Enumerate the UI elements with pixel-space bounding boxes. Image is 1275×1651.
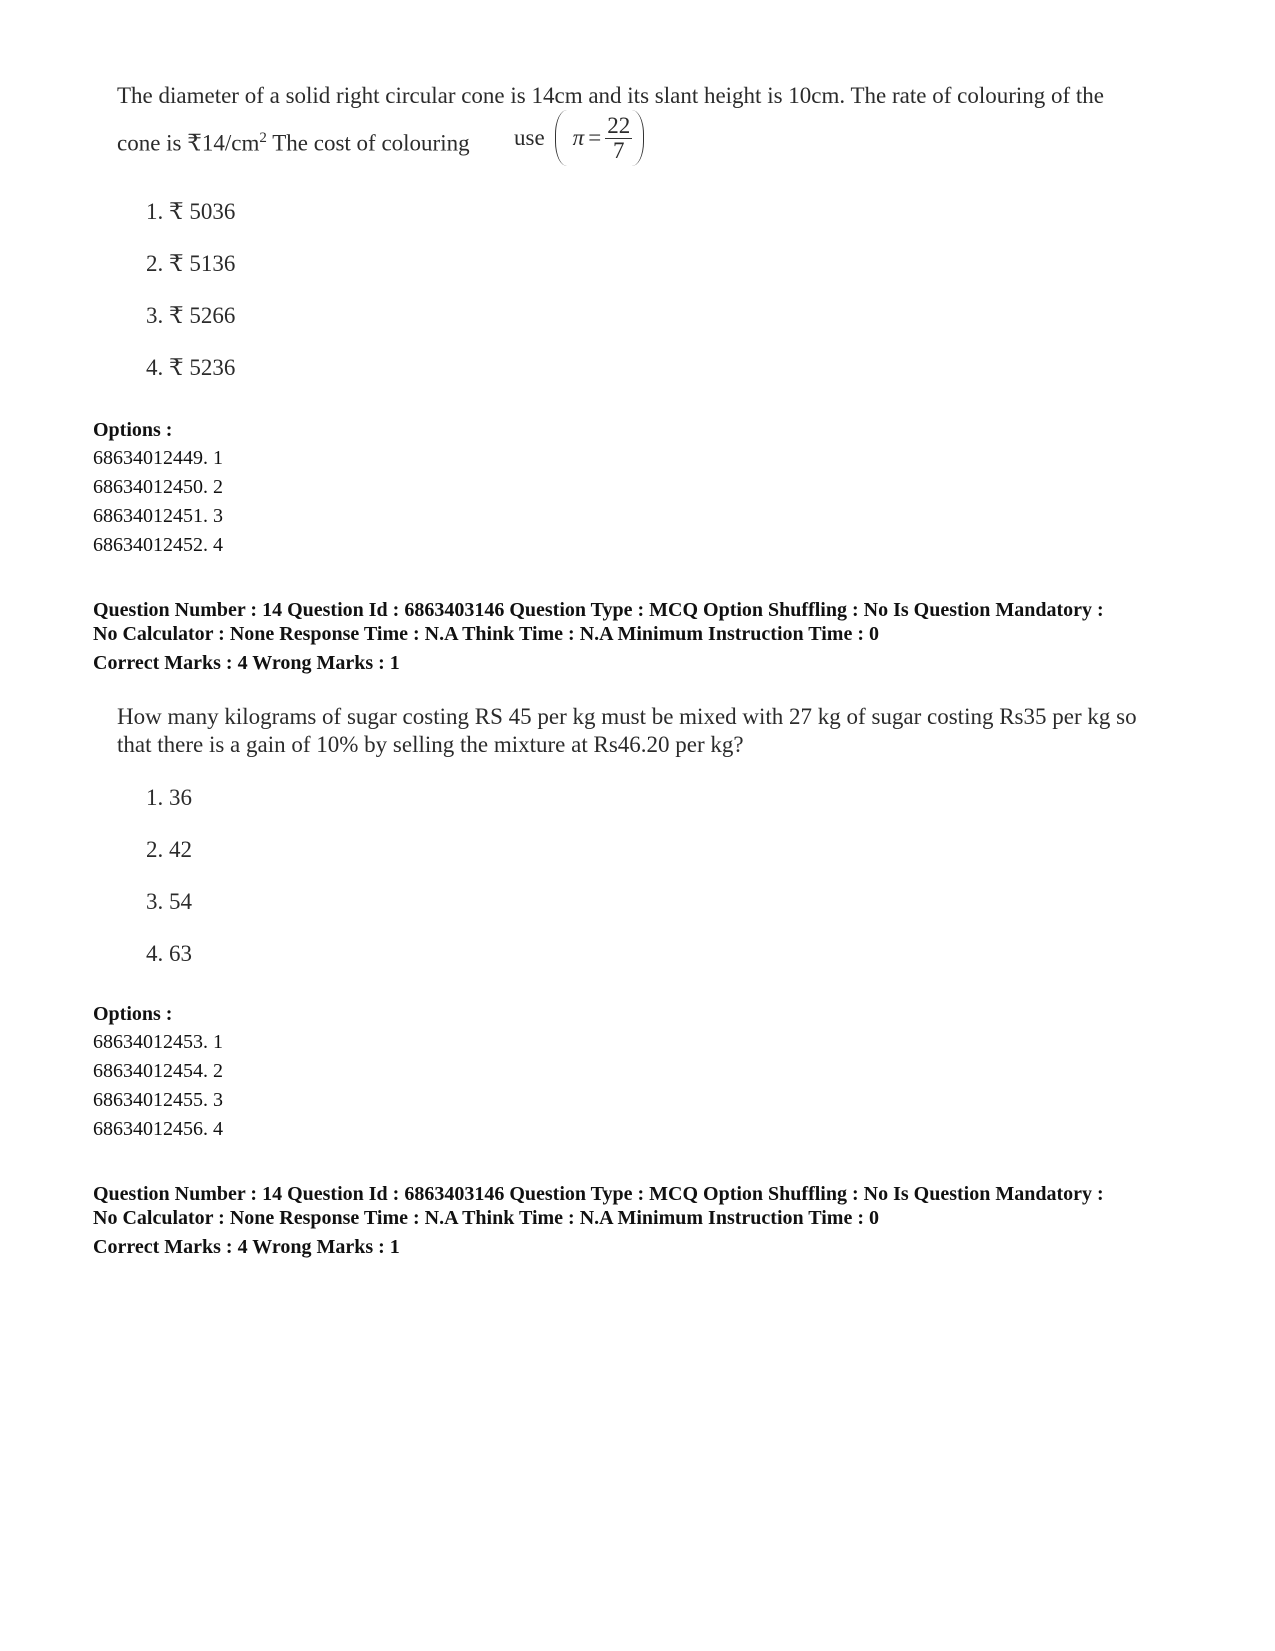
fraction-numerator: 22 — [607, 112, 631, 138]
fraction-denominator: 7 — [612, 137, 625, 163]
meta-1-line-3: Correct Marks : 4 Wrong Marks : 1 — [93, 652, 400, 674]
question-1-text-line-1: The diameter of a solid right circular cone is 14cm and its slant height is 10cm. The rate of colouring of the — [117, 83, 1105, 108]
meta-2-line-3: Correct Marks : 4 Wrong Marks : 1 — [93, 1236, 400, 1258]
meta-1-line-1: Question Number : 14 Question Id : 6863403146 Question Type : MCQ Option Shuffling : No Is Question Mandatory : — [93, 599, 1104, 621]
question-2-answer-2: 2. 42 — [146, 837, 192, 862]
question-1-cost-text: The cost of colouring — [266, 130, 470, 156]
question-2-answer-4: 4. 63 — [146, 941, 192, 966]
question-2-option-code-3: 68634012455. 3 — [93, 1089, 223, 1111]
meta-1-line-2: No Calculator : None Response Time : N.A Think Time : N.A Minimum Instruction Time : 0 — [93, 623, 879, 645]
question-2-option-code-4: 68634012456. 4 — [93, 1118, 223, 1140]
question-1-text-line-2 — [117, 124, 470, 158]
question-1-answer-2: 2. ₹ 5136 — [146, 251, 236, 276]
equals-sign: = — [588, 125, 602, 150]
right-paren — [632, 110, 644, 166]
question-1-option-code-4: 68634012452. 4 — [93, 534, 223, 556]
question-1-rate-text: cone is ₹14/cm — [117, 130, 260, 156]
pi-formula — [514, 110, 644, 166]
question-1-answer-3: 3. ₹ 5266 — [146, 303, 236, 328]
question-2-answer-1: 1. 36 — [146, 785, 192, 810]
meta-2-line-1: Question Number : 14 Question Id : 6863403146 Question Type : MCQ Option Shuffling : No Is Question Mandatory : — [93, 1183, 1104, 1205]
question-1-option-code-2: 68634012450. 2 — [93, 476, 223, 498]
question-1-answer-4: 4. ₹ 5236 — [146, 355, 236, 380]
question-1-option-code-3: 68634012451. 3 — [93, 505, 223, 527]
question-1-rate-superscript: 2 — [259, 130, 267, 146]
question-1-answer-1: 1. ₹ 5036 — [146, 199, 236, 224]
question-2-answer-3: 3. 54 — [146, 889, 192, 914]
question-1-option-code-1: 68634012449. 1 — [93, 447, 223, 469]
question-2-option-code-2: 68634012454. 2 — [93, 1060, 223, 1082]
use-word: use — [514, 125, 545, 150]
pi-fraction — [605, 114, 632, 163]
meta-2-line-2: No Calculator : None Response Time : N.A Think Time : N.A Minimum Instruction Time : 0 — [93, 1207, 879, 1229]
question-2-text-line-1: How many kilograms of sugar costing RS 45 per kg must be mixed with 27 kg of sugar costing Rs35 per kg so — [117, 704, 1137, 729]
question-2-option-code-1: 68634012453. 1 — [93, 1031, 223, 1053]
pi-symbol: π — [572, 125, 585, 150]
left-paren — [555, 110, 567, 166]
question-2-text-line-2: that there is a gain of 10% by selling the mixture at Rs46.20 per kg? — [117, 732, 744, 757]
question-2-options-label: Options : — [93, 1003, 173, 1025]
question-1-options-label: Options : — [93, 419, 173, 441]
